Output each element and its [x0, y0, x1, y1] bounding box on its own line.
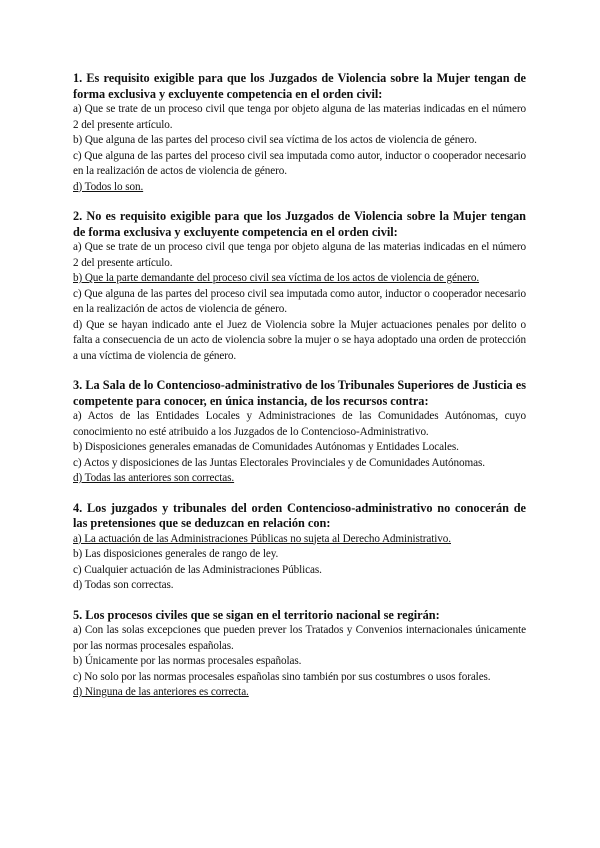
question-title: 2. No es requisito exigible para que los Juzgados de Violencia sobre la Mujer tengan de forma exclusiva y excluyente competencia en el orden civil:: [73, 209, 526, 239]
option-c: c) No solo por las normas procesales españolas sino también por sus costumbres o usos forales.: [73, 670, 491, 683]
question-3: [73, 378, 526, 487]
option-a: a) Que se trate de un proceso civil que tenga por objeto alguna de las materias indicadas en el número 2 del presente artículo.: [73, 241, 526, 269]
question-2: [73, 209, 526, 364]
option-d: d) Que se hayan indicado ante el Juez de Violencia sobre la Mujer actuaciones penales por delito o falta a consecuencia de un acto de violencia sobre la mujer o se haya adoptado una orden de protección a una víctima de violencia de género.: [73, 318, 526, 362]
option-b: b) Que alguna de las partes del proceso civil sea víctima de los actos de violencia de género.: [73, 134, 477, 146]
question-4: [73, 501, 526, 594]
question-title: 5. Los procesos civiles que se sigan en el territorio nacional se regirán:: [73, 607, 440, 622]
option-b-correct: b) Que la parte demandante del proceso civil sea víctima de los actos de violencia de género.: [73, 272, 480, 284]
option-a: a) Actos de las Entidades Locales y Administraciones de las Comunidades Autónomas, cuyo conocimiento no esté atribuido a los Juzgados de lo Contencioso-Administrativo.: [73, 410, 526, 438]
option-c: c) Que alguna de las partes del proceso civil sea imputada como autor, inductor o cooperador necesario en la realización de actos de violencia de género.: [73, 149, 526, 177]
option-b: b) Únicamente por las normas procesales españolas.: [73, 655, 302, 667]
option-b: b) Disposiciones generales emanadas de Comunidades Autónomas y Entidades Locales.: [73, 441, 459, 453]
option-a-correct: a) La actuación de las Administraciones Públicas no sujeta al Derecho Administrativo.: [73, 532, 451, 545]
question-title: 3. La Sala de lo Contencioso-administrativo de los Tribunales Superiores de Justicia es competente para conocer, en única instancia, de los recursos contra:: [73, 378, 526, 408]
option-b: b) Las disposiciones generales de rango de ley.: [73, 548, 279, 560]
option-d-correct: d) Todos lo son.: [73, 180, 144, 193]
option-c: c) Que alguna de las partes del proceso civil sea imputada como autor, inductor o cooperador necesario en la realización de actos de violencia de género.: [73, 287, 526, 315]
question-1: [73, 71, 526, 195]
option-d-correct: d) Ninguna de las anteriores es correcta.: [73, 686, 249, 698]
option-a: a) Que se trate de un proceso civil que tenga por objeto alguna de las materias indicadas en el número 2 del presente artículo.: [73, 103, 526, 131]
quiz-document: [73, 71, 526, 715]
option-d-correct: d) Todas las anteriores son correctas.: [73, 472, 235, 484]
option-d: d) Todas son correctas.: [73, 579, 174, 591]
option-c: c) Actos y disposiciones de las Juntas Electorales Provinciales y de Comunidades Autónomas.: [73, 456, 485, 469]
option-a: a) Con las solas excepciones que pueden prever los Tratados y Convenios internacionales únicamente por las normas procesales españolas.: [73, 624, 526, 652]
option-c: c) Cualquier actuación de las Administraciones Públicas.: [73, 563, 322, 576]
question-5: [73, 608, 526, 701]
question-title: 1. Es requisito exigible para que los Juzgados de Violencia sobre la Mujer tengan de forma exclusiva y excluyente competencia en el orden civil:: [73, 71, 526, 101]
question-title: 4. Los juzgados y tribunales del orden Contencioso-administrativo no conocerán de las pretensiones que se deduzcan en relación con:: [73, 500, 526, 530]
